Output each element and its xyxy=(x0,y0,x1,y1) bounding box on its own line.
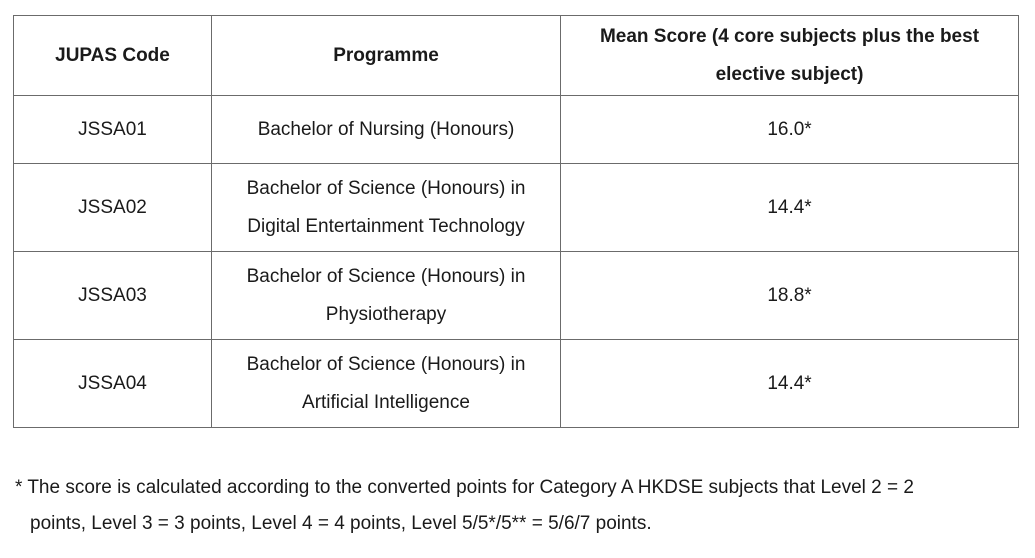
table-row xyxy=(14,252,1019,340)
footnote-line-1: * The score is calculated according to the converted points for Category A HKDSE subjects that Level 2 = 2 xyxy=(15,477,914,498)
jupas-code-cell: JSSA04 xyxy=(14,340,212,428)
jupas-code-cell: JSSA03 xyxy=(14,252,212,340)
programme-name-line: Bachelor of Science (Honours) in xyxy=(246,177,526,199)
score-footnote xyxy=(15,470,1015,542)
mean-score-table xyxy=(13,15,1019,428)
mean-score-cell: 16.0* xyxy=(561,96,1019,164)
header-programme: Programme xyxy=(212,16,561,96)
table-row xyxy=(14,164,1019,252)
programme-cell xyxy=(212,340,561,428)
mean-score-cell: 14.4* xyxy=(561,164,1019,252)
programme-cell xyxy=(212,164,561,252)
programme-name-line: Bachelor of Science (Honours) in xyxy=(246,265,526,287)
footnote-line-2: points, Level 3 = 3 points, Level 4 = 4 points, Level 5/5*/5** = 5/6/7 points. xyxy=(30,513,652,534)
header-mean-score: Mean Score (4 core subjects plus the best elective subject) xyxy=(561,16,1019,96)
jupas-code-cell: JSSA01 xyxy=(14,96,212,164)
programme-name-line: Digital Entertainment Technology xyxy=(247,215,525,237)
programme-name-line: Physiotherapy xyxy=(325,303,447,325)
table-header-row xyxy=(14,16,1019,96)
programme-cell xyxy=(212,252,561,340)
header-jupas-code: JUPAS Code xyxy=(14,16,212,96)
programme-name-line: Artificial Intelligence xyxy=(302,391,470,413)
programme-cell xyxy=(212,96,561,164)
table-row xyxy=(14,340,1019,428)
mean-score-cell: 18.8* xyxy=(561,252,1019,340)
table-row xyxy=(14,96,1019,164)
jupas-code-cell: JSSA02 xyxy=(14,164,212,252)
mean-score-cell: 14.4* xyxy=(561,340,1019,428)
programme-name-line: Bachelor of Nursing (Honours) xyxy=(257,118,515,140)
programme-name-line: Bachelor of Science (Honours) in xyxy=(246,353,526,375)
